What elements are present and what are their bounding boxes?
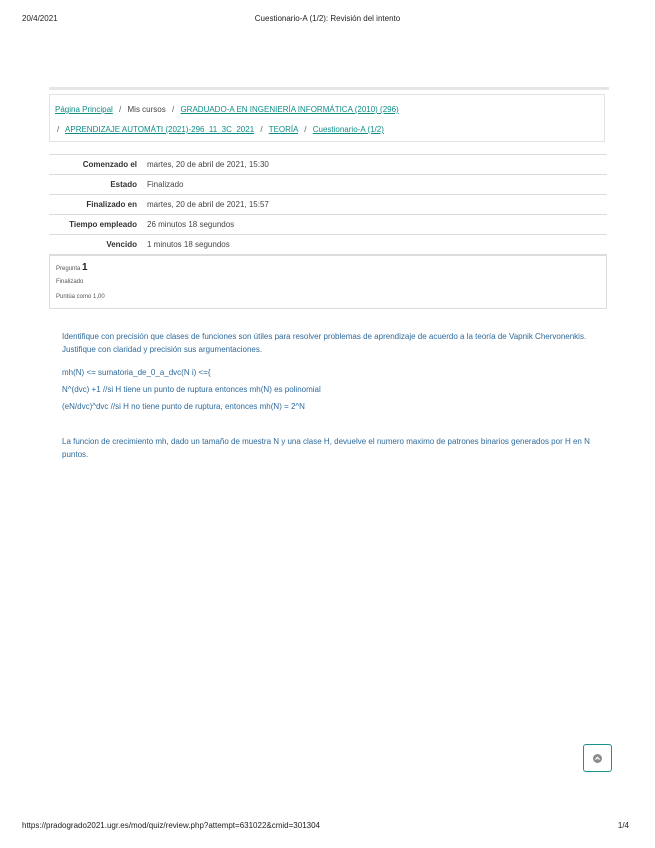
- breadcrumb-course-link[interactable]: APRENDIZAJE AUTOMÁTI (2021)-296_11_3C_2021: [65, 125, 255, 134]
- print-title: Cuestionario-A (1/2): Revisión del intento: [254, 14, 401, 23]
- attempt-summary-table: [49, 154, 607, 255]
- answer-line: N^(dvc) +1 //si H tiene un punto de ruptura entonces mh(N) es polinomial: [62, 385, 321, 394]
- breadcrumb: [49, 94, 605, 142]
- answer-prompt: Identifique con precisión que clases de funciones son útiles para resolver problemas de aprendizaje de acuerdo a la teoría de Vapnik Chervonenkis. Justifique con claridad y precisión sus argumentaciones.: [62, 332, 587, 354]
- breadcrumb-my-courses: Mis cursos: [127, 105, 166, 114]
- answer-line: mh(N) <= sumatoria_de_0_a_dvc(N i) <={: [62, 368, 211, 377]
- summary-label: Vencido: [106, 240, 137, 249]
- summary-label: Comenzado el: [82, 160, 137, 169]
- breadcrumb-row-2: [57, 125, 384, 134]
- print-page-number: 1/4: [617, 821, 629, 830]
- summary-row-finished: [49, 195, 607, 215]
- summary-row-started: [49, 155, 607, 175]
- answer-text: [62, 330, 602, 461]
- print-date: 20/4/2021: [22, 14, 58, 23]
- question-state: Finalizado: [56, 279, 84, 285]
- breadcrumb-separator: /: [171, 105, 175, 114]
- summary-label: Finalizado en: [86, 200, 137, 209]
- breadcrumb-separator: /: [57, 125, 60, 134]
- summary-value: Finalizado: [147, 180, 184, 189]
- header-divider: [49, 87, 609, 90]
- question-marks: Puntúa como 1,00: [56, 294, 105, 300]
- breadcrumb-separator: /: [119, 105, 122, 114]
- summary-label: Estado: [110, 180, 137, 189]
- scroll-to-top-button[interactable]: [583, 744, 612, 772]
- answer-line: La funcion de crecimiento mh, dado un tamaño de muestra N y una clase H, devuelve el numero maximo de patrones binarios generados por H en N puntos.: [62, 437, 590, 459]
- summary-label: Tiempo empleado: [69, 220, 137, 229]
- breadcrumb-degree-link[interactable]: GRADUADO-A EN INGENIERÍA INFORMÁTICA (2010) (296): [180, 105, 399, 114]
- answer-line: (eN/dvc)^dvc //si H no tiene punto de ruptura, entonces mh(N) = 2^N: [62, 402, 305, 411]
- summary-value: martes, 20 de abril de 2021, 15:30: [147, 160, 269, 169]
- summary-value: 1 minutos 18 segundos: [147, 240, 230, 249]
- question-heading: [56, 262, 88, 273]
- breadcrumb-section-link[interactable]: TEORÍA: [268, 125, 299, 134]
- arrow-up-circle-icon: [593, 754, 602, 763]
- breadcrumb-separator: /: [260, 125, 263, 134]
- summary-value: martes, 20 de abril de 2021, 15:57: [147, 200, 269, 209]
- breadcrumb-separator: /: [304, 125, 307, 134]
- summary-row-time-taken: [49, 215, 607, 235]
- summary-value: 26 minutos 18 segundos: [147, 220, 235, 229]
- question-prefix: Pregunta: [56, 266, 81, 272]
- breadcrumb-quiz-link[interactable]: Cuestionario-A (1/2): [312, 125, 384, 134]
- breadcrumb-row-1: [55, 105, 399, 114]
- print-url: https://pradogrado2021.ugr.es/mod/quiz/review.php?attempt=631022&cmid=301304: [22, 821, 320, 830]
- summary-row-state: [49, 175, 607, 195]
- question-number: 1: [82, 262, 88, 273]
- summary-row-overdue: [49, 235, 607, 255]
- question-info-box: [49, 255, 607, 309]
- breadcrumb-home-link[interactable]: Página Principal: [55, 105, 113, 114]
